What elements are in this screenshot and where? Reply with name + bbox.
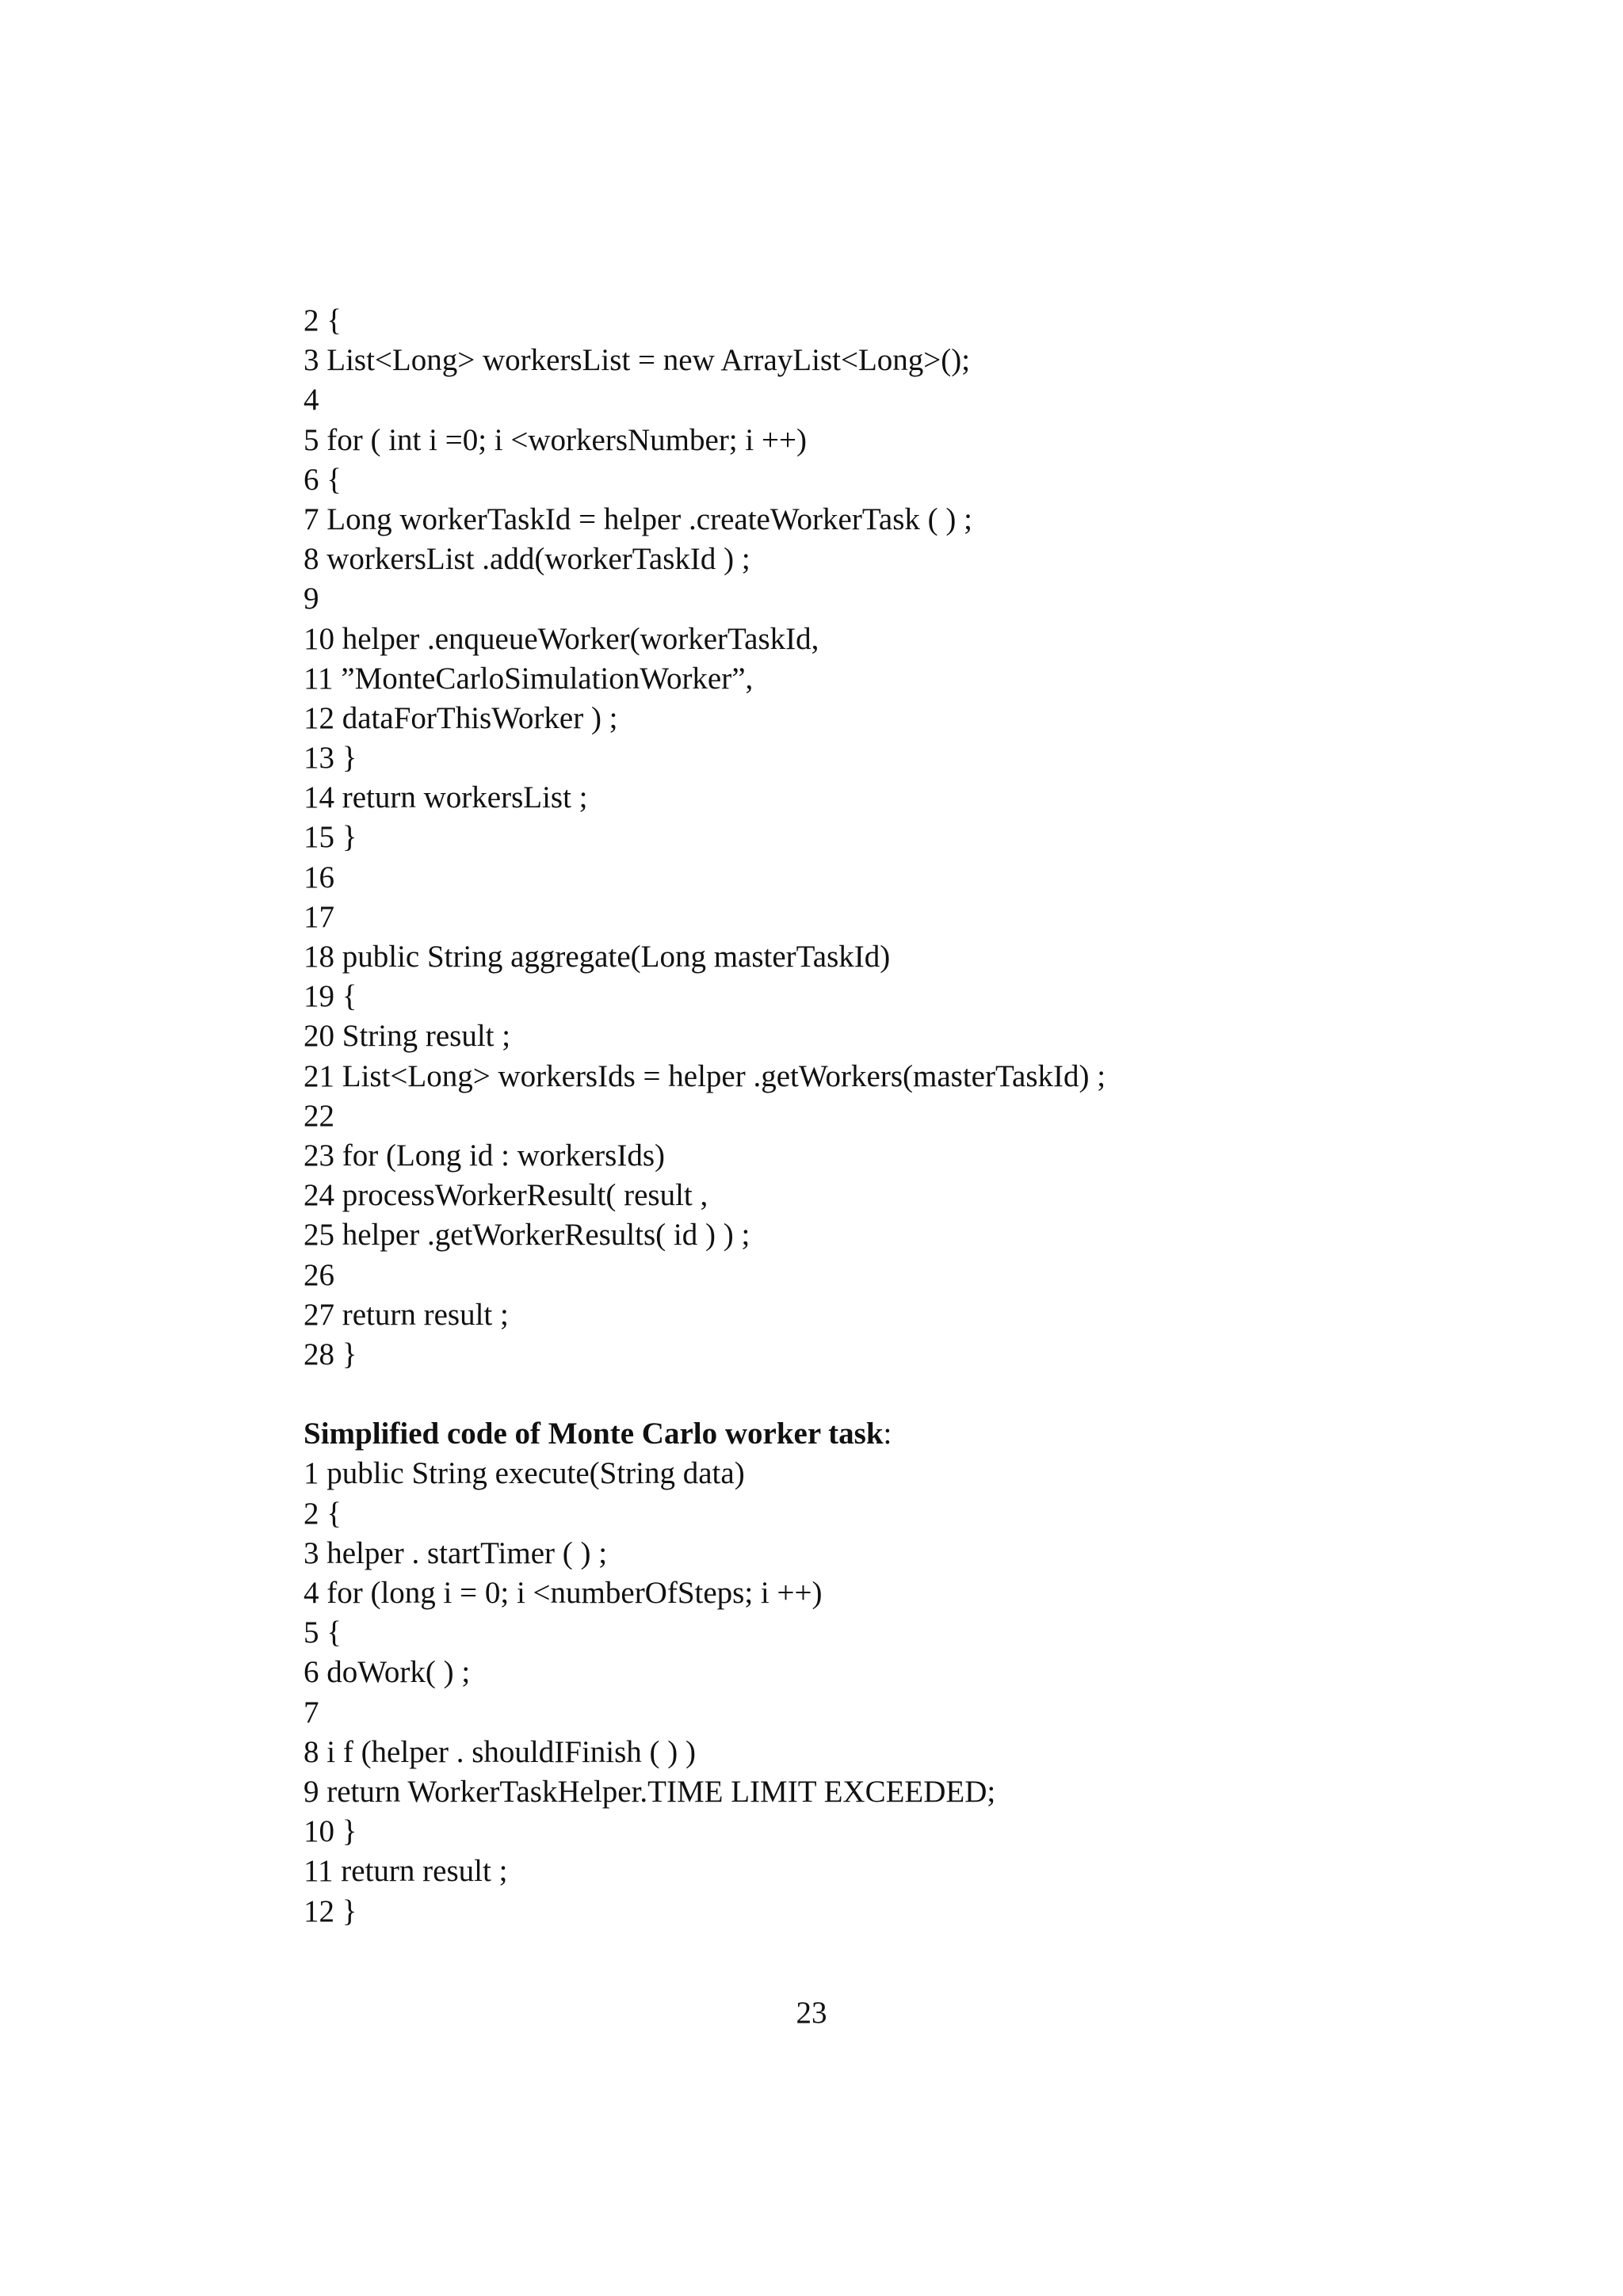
code-line: 8 i f (helper . shouldIFinish ( ) ) bbox=[304, 1734, 697, 1769]
code-line: 17 bbox=[304, 899, 334, 934]
code-line: 7 Long workerTaskId = helper .createWorkerTask ( ) ; bbox=[304, 502, 972, 536]
heading-bold-text: Simplified code of Monte Carlo worker task bbox=[304, 1417, 884, 1451]
worker-section-heading bbox=[304, 1414, 1334, 1454]
code-line: 6 doWork( ) ; bbox=[304, 1655, 471, 1690]
worker-code-listing bbox=[304, 1454, 1334, 1931]
code-line: 3 helper . startTimer ( ) ; bbox=[304, 1535, 608, 1570]
code-line: 9 bbox=[304, 582, 319, 616]
heading-suffix: : bbox=[883, 1417, 892, 1451]
code-line: 5 for ( int i =0; i <workersNumber; i ++) bbox=[304, 422, 807, 457]
code-line: 21 List<Long> workersIds = helper .getWorkers(masterTaskId) ; bbox=[304, 1058, 1106, 1093]
code-line: 4 bbox=[304, 383, 319, 418]
section-spacer bbox=[304, 1375, 1334, 1414]
page-number: 23 bbox=[796, 1996, 827, 2030]
code-line: 16 bbox=[304, 860, 334, 894]
code-line: 12 } bbox=[304, 1894, 357, 1928]
code-line: 3 List<Long> workersList = new ArrayList<Long>(); bbox=[304, 343, 971, 378]
code-line: 14 return workersList ; bbox=[304, 780, 588, 815]
code-line: 28 } bbox=[304, 1337, 357, 1371]
code-line: 4 for (long i = 0; i <numberOfSteps; i ++) bbox=[304, 1576, 823, 1610]
code-line: 24 processWorkerResult( result , bbox=[304, 1178, 708, 1213]
code-line: 26 bbox=[304, 1257, 334, 1292]
code-line: 9 return WorkerTaskHelper.TIME LIMIT EXCEEDED; bbox=[304, 1774, 996, 1809]
code-line: 13 } bbox=[304, 741, 357, 776]
page-content bbox=[304, 301, 1334, 1932]
code-line: 19 { bbox=[304, 979, 357, 1014]
code-line: 27 return result ; bbox=[304, 1297, 509, 1332]
code-line: 22 bbox=[304, 1098, 334, 1133]
code-line: 11 ”MonteCarloSimulationWorker”, bbox=[304, 661, 754, 696]
code-line: 20 String result ; bbox=[304, 1019, 511, 1054]
code-line: 18 public String aggregate(Long masterTaskId) bbox=[304, 940, 891, 974]
code-line: 8 workersList .add(workerTaskId ) ; bbox=[304, 542, 750, 577]
code-line: 12 dataForThisWorker ) ; bbox=[304, 700, 618, 735]
code-line: 2 { bbox=[304, 303, 342, 338]
code-line: 11 return result ; bbox=[304, 1854, 508, 1889]
code-line: 5 { bbox=[304, 1615, 342, 1650]
code-line: 25 helper .getWorkerResults( id ) ) ; bbox=[304, 1218, 750, 1253]
code-line: 6 { bbox=[304, 462, 342, 497]
code-line: 23 for (Long id : workersIds) bbox=[304, 1138, 665, 1173]
code-line: 15 } bbox=[304, 820, 357, 855]
master-code-listing bbox=[304, 301, 1334, 1375]
code-line: 1 public String execute(String data) bbox=[304, 1456, 745, 1491]
code-line: 7 bbox=[304, 1695, 319, 1730]
code-line: 2 { bbox=[304, 1496, 342, 1531]
code-line: 10 helper .enqueueWorker(workerTaskId, bbox=[304, 621, 819, 656]
code-line: 10 } bbox=[304, 1814, 357, 1849]
